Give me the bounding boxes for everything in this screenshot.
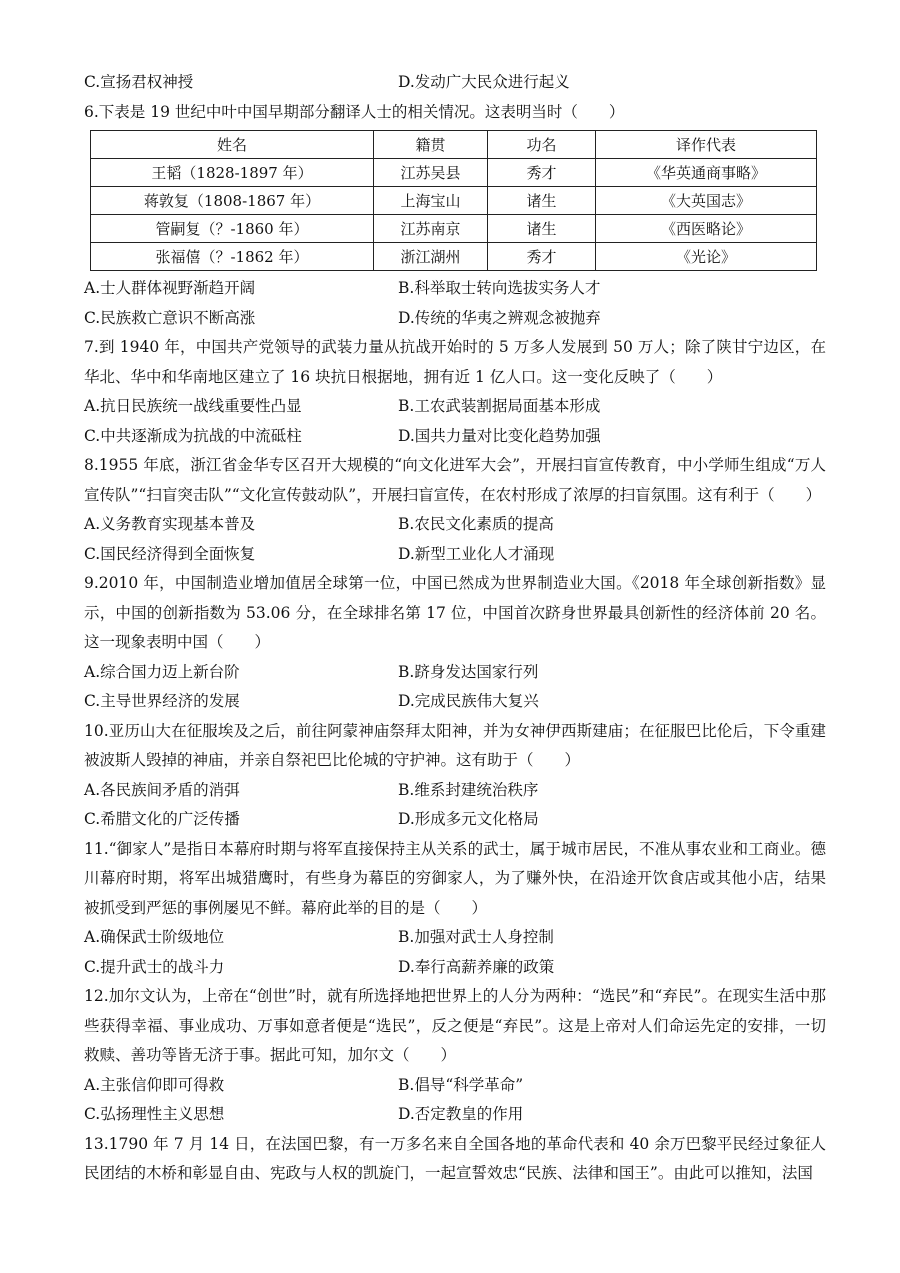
cell-origin: 上海宝山 bbox=[374, 187, 488, 215]
q8-option-b[interactable]: B.农民文化素质的提高 bbox=[398, 515, 554, 533]
q7-option-d[interactable]: D.国共力量对比变化趋势加强 bbox=[398, 426, 601, 445]
q8-option-a[interactable]: A.义务教育实现基本普及 bbox=[84, 515, 256, 533]
q10-option-b[interactable]: B.维系封建统治秩序 bbox=[398, 780, 539, 799]
table-header-row bbox=[91, 131, 817, 159]
q11-option-a[interactable]: A.确保武士阶级地位 bbox=[84, 928, 225, 946]
q10-options-cd bbox=[84, 805, 826, 835]
q5-option-c[interactable]: C.宣扬君权神授 bbox=[84, 73, 194, 91]
q12-stem: 12.加尔文认为，上帝在“创世”时，就有所选择地把世界上的人分为两种：“选民”和“弃民”。在现实生活中那些获得幸福、事业成功、万事如意者便是“选民”，反之便是“弃民”。这是上帝对人们命运先定的安排，一切救赎、善功等皆无济于事。据此可知，加尔文（ ） bbox=[84, 987, 826, 1064]
exam-page bbox=[84, 68, 826, 1189]
q10-option-c[interactable]: C.希腊文化的广泛传播 bbox=[84, 810, 240, 828]
cell-works: 《华英通商事略》 bbox=[596, 159, 817, 187]
q8-options-ab bbox=[84, 510, 826, 540]
cell-name: 蒋敦复（1808-1867 年） bbox=[91, 187, 374, 215]
q12-option-d[interactable]: D.否定教皇的作用 bbox=[398, 1105, 524, 1123]
q11-option-b[interactable]: B.加强对武士人身控制 bbox=[398, 928, 554, 946]
table-row bbox=[91, 159, 817, 187]
q6-stem: 6.下表是 19 世纪中叶中国早期部分翻译人士的相关情况。这表明当时（ ） bbox=[84, 102, 625, 121]
header-origin: 籍贯 bbox=[374, 131, 488, 159]
cell-name: 王韬（1828-1897 年） bbox=[91, 159, 374, 187]
cell-rank: 诸生 bbox=[488, 187, 596, 215]
table-row bbox=[91, 215, 817, 243]
q7-options-cd bbox=[84, 422, 826, 452]
q10-options-ab bbox=[84, 776, 826, 806]
cell-name: 张福僖（？-1862 年） bbox=[91, 243, 374, 271]
cell-works: 《西医略论》 bbox=[596, 215, 817, 243]
q9-option-c[interactable]: C.主导世界经济的发展 bbox=[84, 692, 240, 710]
q8-option-c[interactable]: C.国民经济得到全面恢复 bbox=[84, 544, 256, 563]
q7-option-b[interactable]: B.工农武装割据局面基本形成 bbox=[398, 397, 601, 415]
q12-options-cd bbox=[84, 1100, 826, 1130]
q5-option-d[interactable]: D.发动广大民众进行起义 bbox=[398, 73, 570, 91]
q11-stem: 11.“御家人”是指日本幕府时期与将军直接保持主从关系的武士，属于城市居民，不准从事农业和工商业。德川幕府时期，将军出城猎鹰时，有些身为幕臣的穷御家人，为了赚外快，在沿途开饮食店或其他小店，结果被抓受到严惩的事例屡见不鲜。幕府此举的目的是（ ） bbox=[84, 839, 826, 917]
cell-origin: 浙江湖州 bbox=[374, 243, 488, 271]
q12-option-c[interactable]: C.弘扬理性主义思想 bbox=[84, 1105, 225, 1123]
q11-option-d[interactable]: D.奉行高薪养廉的政策 bbox=[398, 957, 555, 976]
q8-option-d[interactable]: D.新型工业化人才涌现 bbox=[398, 544, 555, 563]
q9-stem: 9.2010 年，中国制造业增加值居全球第一位，中国已然成为世界制造业大国。《2018 年全球创新指数》显示，中国的创新指数为 53.06 分，在全球排名第 17 位，中国首次跻身世界最具创新性的经济体前 20 名。这一现象表明中国（ ） bbox=[84, 574, 826, 651]
q7-stem: 7.到 1940 年，中国共产党领导的武装力量从抗战开始时的 5 万多人发展到 50 万人；除了陕甘宁边区，在华北、华中和华南地区建立了 16 块抗日根据地，拥有近 1 亿人口。这一变化反映了（ ） bbox=[84, 338, 826, 386]
q8-stem: 8.1955 年底，浙江省金华专区召开大规模的“向文化进军大会”，开展扫盲宣传教育，中小学师生组成“万人宣传队”“扫盲突击队”“文化宣传鼓动队”，开展扫盲宣传，在农村形成了浓厚的扫盲氛围。这有利于（ ） bbox=[84, 456, 826, 504]
q10-option-d[interactable]: D.形成多元文化格局 bbox=[398, 810, 539, 828]
table-row bbox=[91, 187, 817, 215]
q6-options-ab bbox=[84, 274, 826, 304]
cell-origin: 江苏南京 bbox=[374, 215, 488, 243]
q9-option-d[interactable]: D.完成民族伟大复兴 bbox=[398, 692, 539, 710]
q13-stem: 13.1790 年 7 月 14 日，在法国巴黎，有一万多名来自全国各地的革命代表和 40 余万巴黎平民经过象征人民团结的木桥和彰显自由、宪政与人权的凯旋门，一起宣誓效忠“民族、法律和国王”。由此可以推知，法国 bbox=[84, 1134, 826, 1182]
q6-options-cd bbox=[84, 304, 826, 334]
header-rank: 功名 bbox=[488, 131, 596, 159]
q6-option-b[interactable]: B.科举取士转向选拔实务人才 bbox=[398, 279, 601, 297]
header-name: 姓名 bbox=[91, 131, 374, 159]
q6-option-a[interactable]: A.士人群体视野渐趋开阔 bbox=[84, 279, 256, 297]
translators-table bbox=[90, 130, 817, 271]
q9-options-cd bbox=[84, 687, 826, 717]
cell-origin: 江苏吴县 bbox=[374, 159, 488, 187]
q12-option-b[interactable]: B.倡导“科学革命” bbox=[398, 1075, 524, 1094]
q8-options-cd bbox=[84, 540, 826, 570]
q7-option-a[interactable]: A.抗日民族统一战线重要性凸显 bbox=[84, 397, 302, 415]
q12-options-ab bbox=[84, 1071, 826, 1101]
q12-option-a[interactable]: A.主张信仰即可得救 bbox=[84, 1075, 225, 1094]
q9-options-ab bbox=[84, 658, 826, 688]
q7-option-c[interactable]: C.中共逐渐成为抗战的中流砥柱 bbox=[84, 426, 302, 445]
cell-name: 管嗣复（？-1860 年） bbox=[91, 215, 374, 243]
cell-rank: 秀才 bbox=[488, 243, 596, 271]
table-row bbox=[91, 243, 817, 271]
q5-options bbox=[84, 68, 826, 98]
q10-stem: 10.亚历山大在征服埃及之后，前往阿蒙神庙祭拜太阳神，并为女神伊西斯建庙；在征服巴比伦后，下令重建被波斯人毁掉的神庙，并亲自祭祀巴比伦城的守护神。这有助于（ ） bbox=[84, 721, 826, 769]
header-works: 译作代表 bbox=[596, 131, 817, 159]
q11-option-c[interactable]: C.提升武士的战斗力 bbox=[84, 957, 225, 976]
q10-option-a[interactable]: A.各民族间矛盾的消弭 bbox=[84, 780, 240, 799]
q9-option-a[interactable]: A.综合国力迈上新台阶 bbox=[84, 662, 240, 681]
q7-options-ab bbox=[84, 392, 826, 422]
cell-works: 《光论》 bbox=[596, 243, 817, 271]
cell-works: 《大英国志》 bbox=[596, 187, 817, 215]
q6-option-d[interactable]: D.传统的华夷之辨观念被抛弃 bbox=[398, 308, 601, 327]
cell-rank: 秀才 bbox=[488, 159, 596, 187]
q9-option-b[interactable]: B.跻身发达国家行列 bbox=[398, 662, 539, 681]
cell-rank: 诸生 bbox=[488, 215, 596, 243]
q6-option-c[interactable]: C.民族救亡意识不断高涨 bbox=[84, 308, 256, 327]
q11-options-ab bbox=[84, 923, 826, 953]
q11-options-cd bbox=[84, 953, 826, 983]
